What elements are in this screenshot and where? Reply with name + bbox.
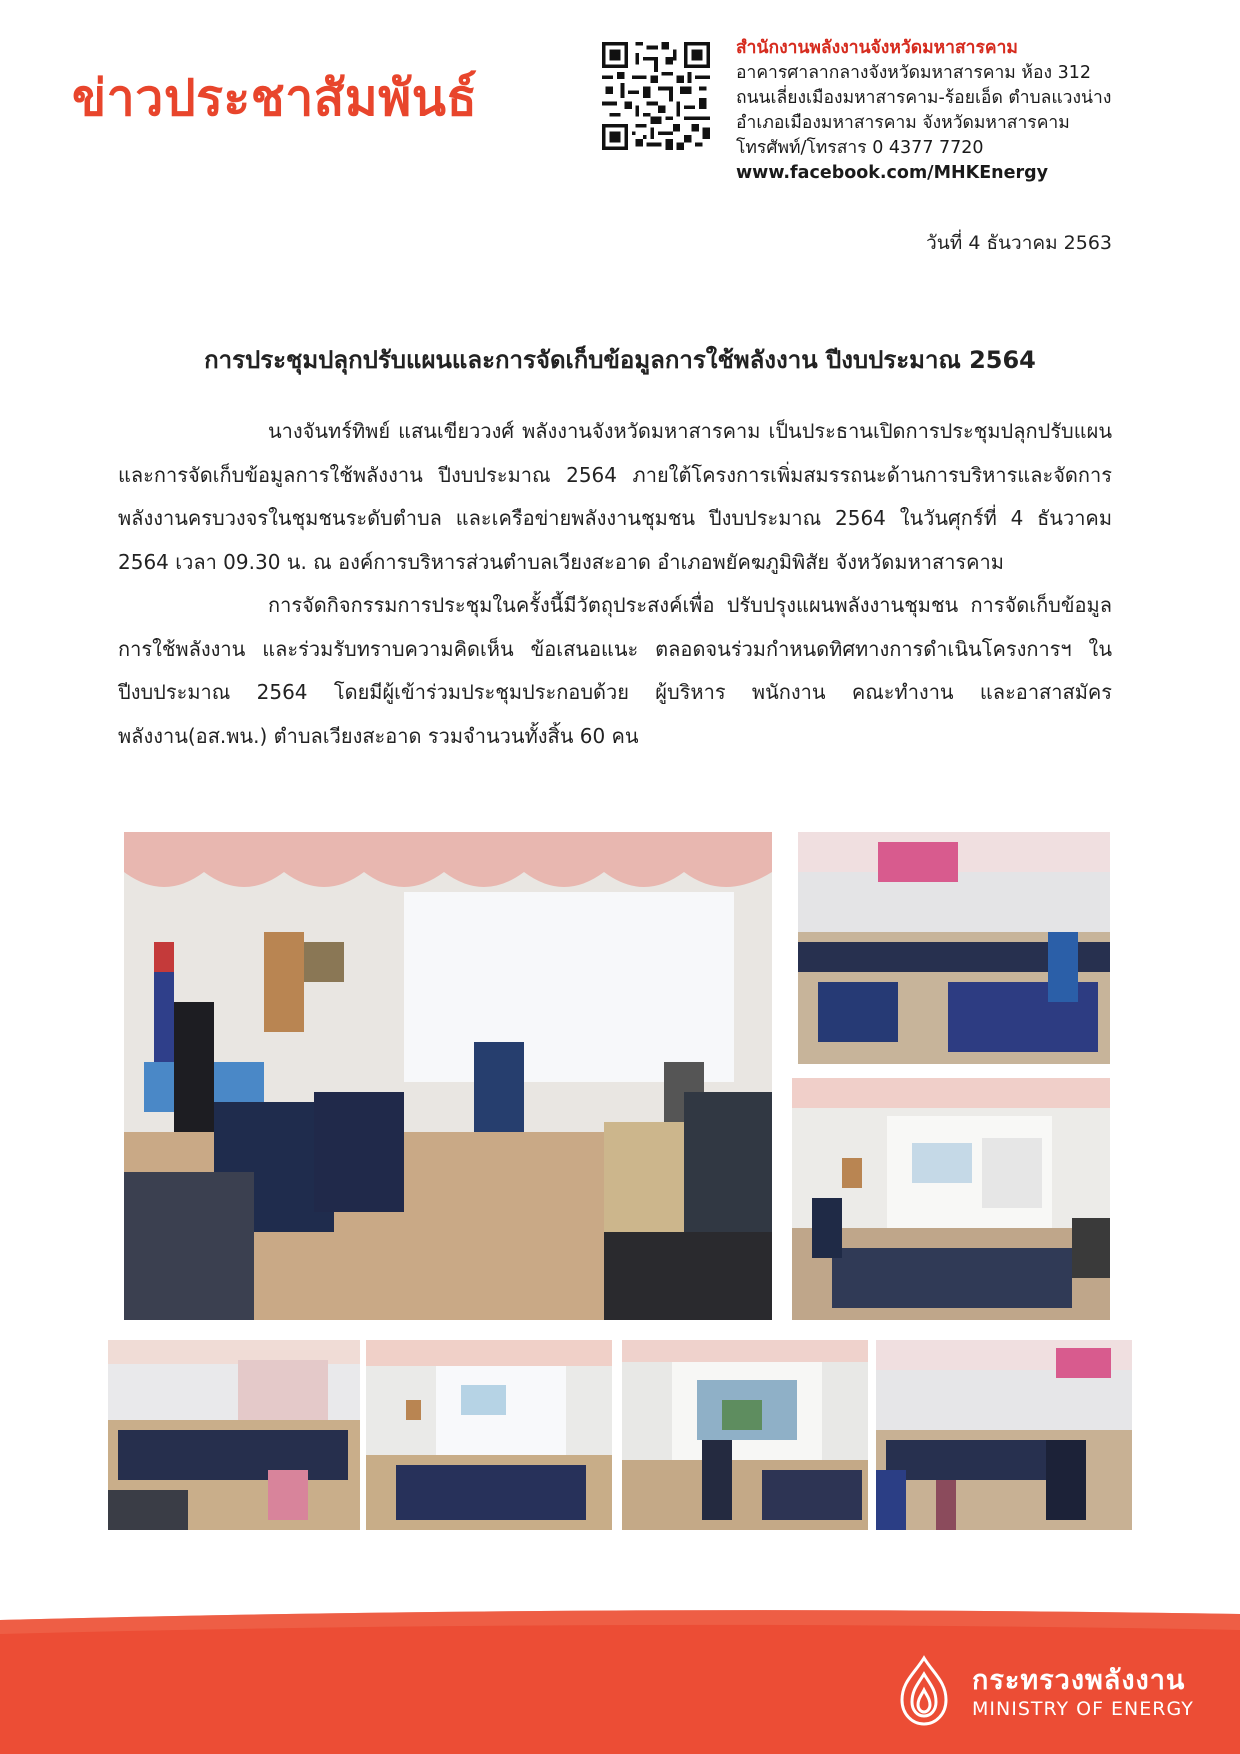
body-paragraph: นางจันทร์ทิพย์ แสนเขียววงศ์ พลังงานจังหวัดมหาสารคาม เป็นประธานเปิดการประชุมปลุกปรับแผนและการจัดเก็บข้อมูลการใช้พลังงาน ปีงบประมาณ 2564 ภายใต้โครงการเพิ่มสมรรถนะด้านการบริหารและจัดการพลังงานครบวงจรในชุมชนระดับตำบล และเครือข่ายพลังงานชุมชน ปีงบประมาณ 2564 ในวันศุกร์ที่ 4 ธันวาคม 2564 เวลา 09.30 น. ณ องค์การบริหารส่วนตำบลเวียงสะอาด อำเภอพยัคฆภูมิพิสัย จังหวัดมหาสารคาม	[118, 419, 1112, 574]
office-phone: โทรศัพท์/โทรสาร 0 4377 7720	[736, 138, 984, 158]
office-address-line: อาคารศาลากลางจังหวัดมหาสารคาม ห้อง 312	[736, 63, 1091, 83]
flame-emblem-icon	[884, 1652, 964, 1732]
ministry-name-english: MINISTRY OF ENERGY	[972, 1698, 1194, 1720]
meeting-photo	[622, 1340, 868, 1530]
meeting-photo-main	[124, 832, 772, 1320]
office-address-line: อำเภอเมืองมหาสารคาม จังหวัดมหาสารคาม	[736, 113, 1070, 133]
ministry-name-thai: กระทรวงพลังงาน	[972, 1665, 1186, 1696]
office-website-link[interactable]: www.facebook.com/MHKEnergy	[736, 163, 1049, 183]
office-address-line: ถนนเลี่ยงเมืองมหาสารคาม-ร้อยเอ็ด ตำบลแวงน่าง	[736, 88, 1112, 108]
meeting-photo	[792, 1078, 1110, 1320]
masthead-title: ข่าวประชาสัมพันธ์	[72, 69, 478, 127]
ministry-logo	[884, 1652, 1204, 1732]
news-body	[118, 410, 1112, 758]
office-name: สำนักงานพลังงานจังหวัดมหาสารคาม	[736, 38, 1018, 58]
meeting-photo	[876, 1340, 1132, 1530]
body-paragraph: การจัดกิจกรรมการประชุมในครั้งนี้มีวัตถุประสงค์เพื่อ ปรับปรุงแผนพลังงานชุมชน การจัดเก็บข้อมูลการใช้พลังงาน และร่วมรับทราบความคิดเห็น ข้อเสนอแนะ ตลอดจนร่วมกำหนดทิศทางการดำเนินโครงการฯ ในปีงบประมาณ 2564 โดยมีผู้เข้าร่วมประชุมประกอบด้วย ผู้บริหาร พนักงาน คณะทำงาน และอาสาสมัครพลังงาน(อส.พน.) ตำบลเวียงสะอาด รวมจำนวนทั้งสิ้น 60 คน	[118, 593, 1112, 748]
meeting-photo	[108, 1340, 360, 1530]
qr-code-icon	[602, 42, 710, 150]
news-headline: การประชุมปลุกปรับแผนและการจัดเก็บข้อมูลการใช้พลังงาน ปีงบประมาณ 2564	[204, 346, 1036, 374]
office-contact-block	[736, 36, 1206, 186]
meeting-photo	[366, 1340, 612, 1530]
meeting-photo	[798, 832, 1110, 1064]
publish-date: วันที่ 4 ธันวาคม 2563	[926, 232, 1112, 254]
